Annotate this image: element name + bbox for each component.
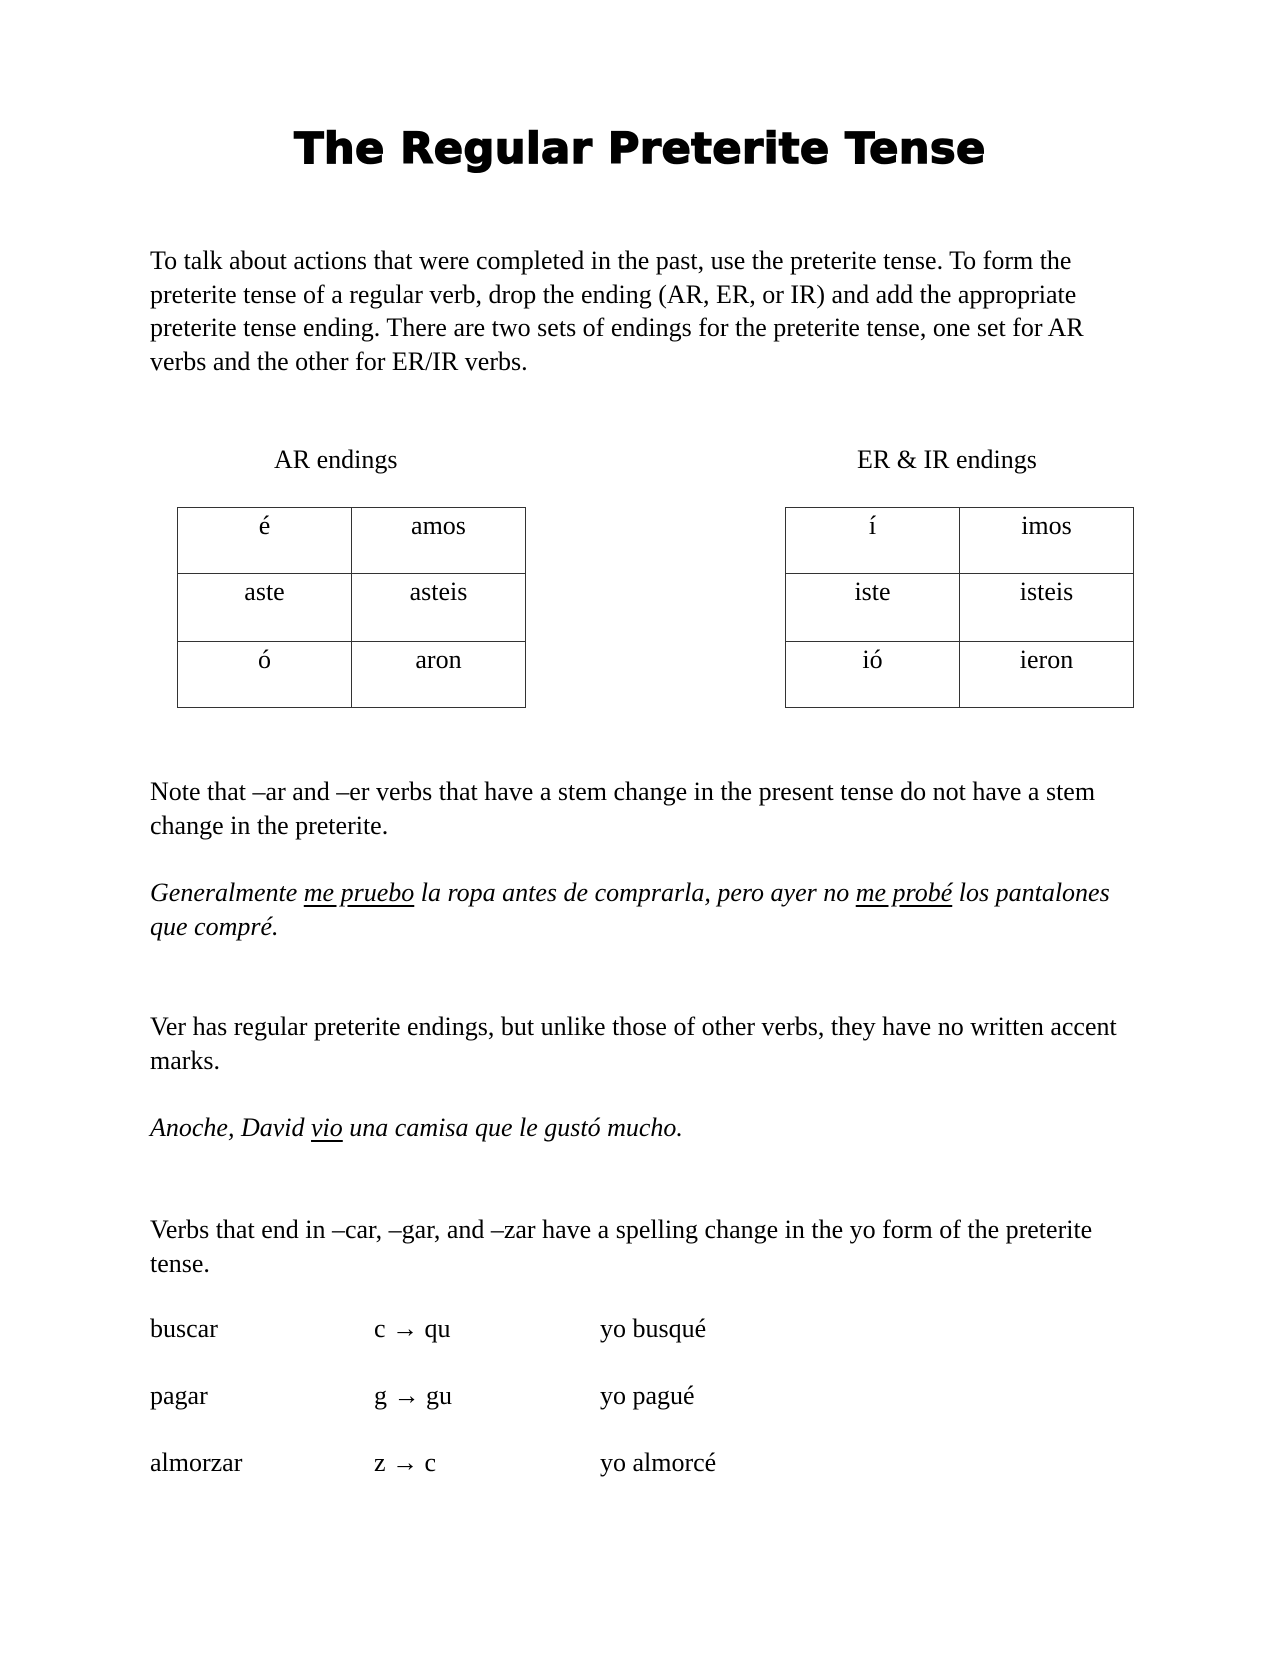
table-cell: ó bbox=[178, 642, 352, 708]
table-cell: é bbox=[178, 508, 352, 574]
verb-infinitive: almorzar bbox=[150, 1448, 243, 1477]
table-cell: í bbox=[786, 508, 960, 574]
ar-endings-table bbox=[177, 507, 526, 708]
table-cell: ió bbox=[786, 642, 960, 708]
table-cell: aron bbox=[352, 642, 526, 708]
example-text: una camisa que le gustó mucho. bbox=[342, 1113, 683, 1142]
ver-example bbox=[150, 1111, 1140, 1145]
table-cell: iste bbox=[786, 574, 960, 642]
ver-note: Ver has regular preterite endings, but unlike those of other verbs, they have no written accent marks. bbox=[150, 1012, 1117, 1075]
table-row bbox=[178, 574, 526, 642]
spelling-change: c → qu bbox=[374, 1314, 451, 1343]
intro-paragraph: To talk about actions that were completed in the past, use the preterite tense. To form the preterite tense of a regular verb, drop the ending (AR, ER, or IR) and add the appropriate preterite tense ending. There are two sets of endings for the preterite tense, one set for AR verbs and the other for ER/IR verbs. bbox=[150, 246, 1084, 376]
table-row bbox=[786, 574, 1134, 642]
table-cell: imos bbox=[960, 508, 1134, 574]
spelling-change: g → gu bbox=[374, 1381, 452, 1410]
example-text: Anoche, David bbox=[150, 1113, 312, 1142]
yo-form: yo busqué bbox=[600, 1314, 707, 1343]
table-row bbox=[786, 508, 1134, 574]
table-cell: isteis bbox=[960, 574, 1134, 642]
spelling-change-note: Verbs that end in –car, –gar, and –zar have a spelling change in the yo form of the preterite tense. bbox=[150, 1215, 1093, 1278]
table-cell: amos bbox=[352, 508, 526, 574]
table-row bbox=[786, 642, 1134, 708]
table-row bbox=[178, 508, 526, 574]
table-cell: ieron bbox=[960, 642, 1134, 708]
table-cell: asteis bbox=[352, 574, 526, 642]
er-ir-endings-table bbox=[785, 507, 1134, 708]
example-text: los pantalones que compré. bbox=[150, 878, 1110, 941]
underlined-verb: vio bbox=[311, 1113, 343, 1142]
example-text: la ropa antes de comprarla, pero ayer no bbox=[414, 878, 856, 907]
stem-change-example bbox=[150, 876, 1140, 943]
page-title: The Regular Preterite Tense bbox=[294, 124, 986, 174]
spelling-change: z → c bbox=[374, 1448, 437, 1477]
yo-form: yo pagué bbox=[600, 1381, 695, 1410]
verb-infinitive: pagar bbox=[150, 1381, 208, 1410]
table-row bbox=[178, 642, 526, 708]
underlined-verb: me probé bbox=[855, 878, 953, 907]
er-ir-endings-caption: ER & IR endings bbox=[857, 445, 1037, 474]
yo-form: yo almorcé bbox=[600, 1448, 717, 1477]
ar-endings-caption: AR endings bbox=[274, 445, 398, 474]
table-cell: aste bbox=[178, 574, 352, 642]
verb-infinitive: buscar bbox=[150, 1314, 218, 1343]
example-text: Generalmente bbox=[150, 878, 304, 907]
stem-change-note: Note that –ar and –er verbs that have a stem change in the present tense do not have a stem change in the preterite. bbox=[150, 777, 1096, 840]
underlined-verb: me pruebo bbox=[303, 878, 415, 907]
